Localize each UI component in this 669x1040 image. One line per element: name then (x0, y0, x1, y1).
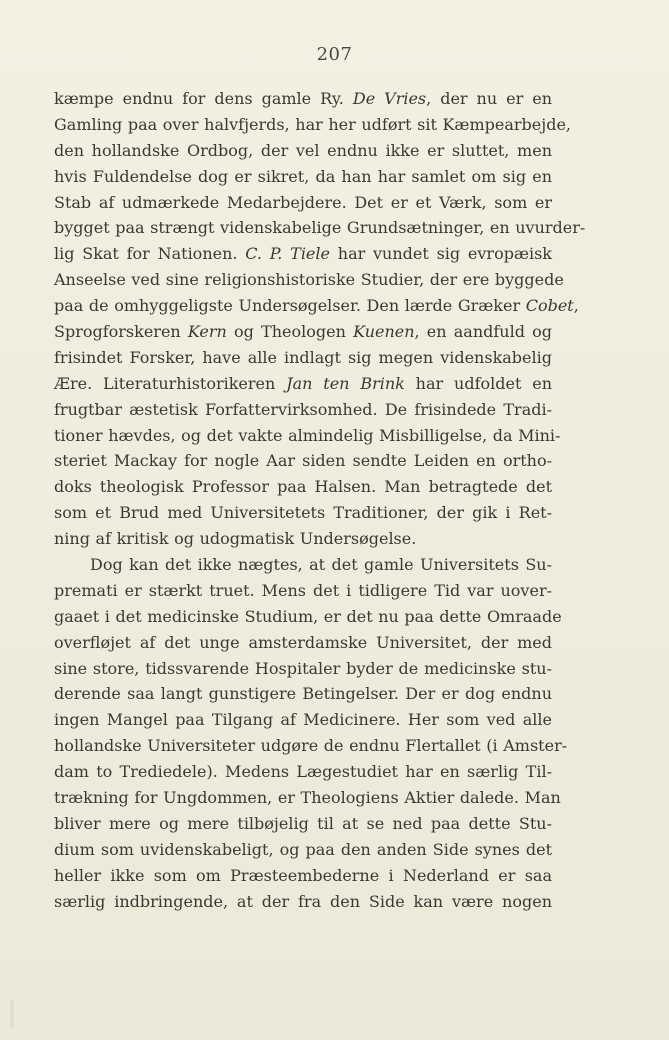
text-segment: Stab af udmærkede Medarbejdere. Det er et Værk, som er (54, 192, 552, 212)
italic-name: C. P. Tiele (245, 244, 330, 264)
text-segment: premati er stærkt truet. Mens det i tidligere Tid var uover- (54, 580, 552, 600)
text-line (54, 371, 552, 397)
text-segment: dium som uvidenskabeligt, og paa den anden Side synes det (54, 839, 552, 859)
text-segment: steriet Mackay for nogle Aar siden sendte Leiden en ortho- (54, 451, 552, 471)
text-line (54, 811, 552, 837)
text-segment: Sprogforskeren (54, 322, 188, 342)
italic-name: De Vries (352, 89, 427, 108)
text-line (54, 889, 552, 915)
text-line (54, 397, 552, 423)
italic-name: Kuenen (353, 322, 415, 342)
text-line (54, 164, 552, 190)
text-segment: trækning for Ungdommen, er Theologiens Aktier dalede. Man (54, 788, 561, 808)
text-line (54, 345, 552, 371)
text-line (54, 423, 561, 449)
text-segment: Dog kan det ikke nægtes, at det gamle Universitets Su- (90, 555, 552, 575)
text-segment: paa de omhyggeligste Undersøgelser. Den lærde Græker (54, 296, 526, 316)
text-segment: og Theologen (226, 322, 354, 342)
text-line (54, 293, 579, 319)
text-line (54, 319, 552, 345)
text-line (54, 707, 552, 733)
text-segment: har udfoldet en (404, 373, 552, 393)
text-segment: bygget paa strængt videnskabelige Grundsætninger, en uvurder- (54, 218, 586, 238)
text-segment: sine store, tidssvarende Hospitaler byder de medicinske stu- (54, 658, 552, 678)
text-line (54, 138, 552, 164)
italic-name: Cobet (525, 296, 574, 316)
text-segment: den hollandske Ordbog, der vel endnu ikke er sluttet, men (54, 140, 552, 160)
text-segment: ning af kritisk og udogmatisk Undersøgelse. (54, 529, 417, 549)
text-segment: særlig indbringende, at der fra den Side kan være nogen (54, 891, 552, 911)
text-line (54, 785, 561, 811)
text-line (54, 86, 552, 112)
text-segment: derende saa langt gunstigere Betingelser. Der er dog endnu (54, 684, 552, 704)
text-line (54, 500, 552, 526)
text-segment: doks theologisk Professor paa Halsen. Man betragtede det (54, 477, 552, 497)
text-segment: tioner hævdes, og det vakte almindelig Misbilligelse, da Mini- (54, 425, 561, 445)
text-line (54, 474, 552, 500)
text-segment: Gamling paa over halvfjerds, har her udført sit Kæmpearbejde, (54, 114, 571, 134)
text-segment: Anseelse ved sine religionshistoriske Studier, der ere byggede (54, 270, 564, 290)
text-line (54, 267, 564, 293)
text-line (54, 681, 552, 707)
text-line (54, 759, 552, 785)
text-line (54, 215, 586, 241)
text-segment: frisindet Forsker, have alle indlagt sig megen videnskabelig (54, 347, 552, 367)
text-segment: som et Brud med Universitetets Traditioner, der gik i Ret- (54, 503, 552, 523)
body-text (54, 86, 586, 915)
text-line (54, 578, 552, 604)
text-line (54, 552, 552, 578)
text-segment: dam to Trediedele). Medens Lægestudiet har en særlig Til- (54, 762, 552, 782)
text-segment: heller ikke som om Præsteembederne i Nederland er saa (54, 865, 552, 885)
text-line (54, 190, 552, 216)
paper-blemish (10, 1000, 14, 1028)
text-line (54, 863, 552, 889)
text-line (54, 448, 552, 474)
text-segment: , en aandfuld og (414, 322, 553, 342)
text-line (54, 733, 568, 759)
text-line (54, 526, 552, 552)
italic-name: Jan ten Brink (286, 373, 405, 393)
text-segment: ingen Mangel paa Tilgang af Medicinere. Her som ved alle (54, 710, 552, 730)
text-segment: Ære. Literaturhistorikeren (54, 373, 287, 393)
text-line (54, 241, 552, 267)
text-segment: gaaet i det medicinske Studium, er det nu paa dette Omraade (54, 606, 562, 626)
text-segment: hollandske Universiteter udgøre de endnu Flertallet (i Amster- (54, 736, 568, 756)
page-number: 207 (316, 44, 353, 65)
text-line (54, 656, 552, 682)
text-segment: hvis Fuldendelse dog er sikret, da han har samlet om sig en (54, 166, 552, 186)
text-segment: har vundet sig evropæisk (330, 244, 553, 264)
text-segment: overfløjet af det unge amsterdamske Universitet, der med (54, 632, 552, 652)
text-segment: , der nu er en (426, 89, 552, 108)
italic-name: Kern (187, 322, 227, 342)
text-line (54, 604, 562, 630)
text-line (54, 837, 552, 863)
text-line (54, 112, 571, 138)
text-segment: frugtbar æstetisk Forfattervirksomhed. De frisindede Tradi- (54, 399, 552, 419)
text-line (54, 630, 552, 656)
text-segment: bliver mere og mere tilbøjelig til at se ned paa dette Stu- (54, 813, 552, 833)
text-segment: , (573, 296, 579, 316)
text-segment: kæmpe endnu for dens gamle Ry. (54, 89, 353, 108)
text-segment: lig Skat for Nationen. (54, 244, 246, 264)
